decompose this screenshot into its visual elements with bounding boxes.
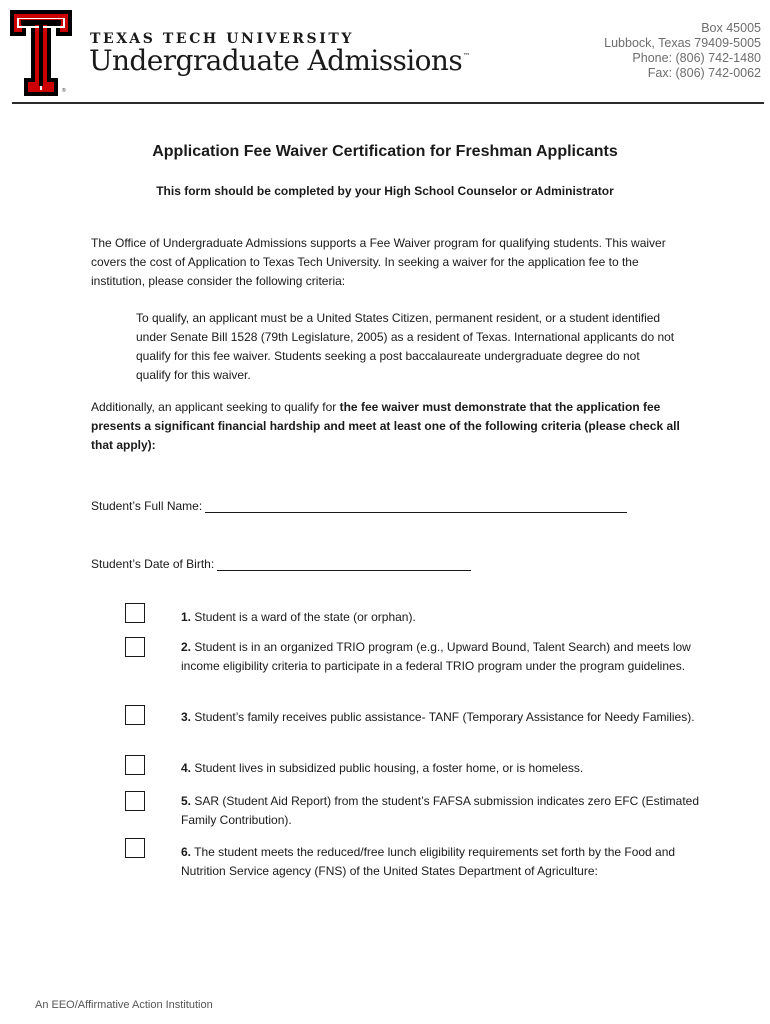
criterion-2-checkbox[interactable] (125, 637, 145, 657)
double-t-logo (10, 10, 72, 96)
criterion-3-checkbox[interactable] (125, 705, 145, 725)
criterion-1: 1. Student is a ward of the state (or orphan). (181, 610, 416, 624)
date-of-birth-input-line[interactable] (217, 558, 471, 571)
university-name: TEXAS TECH UNIVERSITY (90, 31, 355, 47)
criterion-6-checkbox[interactable] (125, 838, 145, 858)
address-line: Phone: (806) 742-1480 (632, 51, 761, 65)
criterion-3: 3. Student’s family receives public assistance- TANF (Temporary Assistance for Needy Families). (181, 710, 695, 724)
date-of-birth-label: Student’s Date of Birth: (91, 557, 215, 571)
criterion-1-checkbox[interactable] (125, 603, 145, 623)
address-line: Lubbock, Texas 79409-5005 (604, 36, 761, 50)
eeo-statement: An EEO/Affirmative Action Institution (35, 999, 213, 1011)
date-of-birth-field (91, 557, 471, 571)
address-line: Fax: (806) 742-0062 (647, 66, 761, 80)
qualification-paragraph: To qualify, an applicant must be a United States Citizen, permanent resident, or a student identified under Senate Bill 1528 (79th Legislature, 2005) as a resident of Texas. International applicants do not qualify for this fee waiver. Students seeking a post baccalaureate undergraduate degree do not qualify for this waiver. (136, 311, 675, 382)
form-title: Application Fee Waiver Certification for Freshman Applicants (152, 143, 618, 160)
department-name: Undergraduate Admissions™ (89, 44, 471, 77)
additional-criteria-paragraph: Additionally, an applicant seeking to qualify for the fee waiver must demonstrate that the application fee presents a significant financial hardship and meet at least one of the following criteria (please check all that apply): (91, 400, 680, 452)
criterion-2: 2. Student is in an organized TRIO program (e.g., Upward Bound, Talent Search) and meets low income eligibility criteria to participate in a federal TRIO program under the program guidelines. (181, 640, 691, 673)
full-name-label: Student’s Full Name: (91, 499, 203, 513)
letterhead (0, 0, 770, 110)
criterion-5: 5. SAR (Student Aid Report) from the student’s FAFSA submission indicates zero EFC (Estimated Family Contribution). (181, 794, 700, 827)
criterion-5-checkbox[interactable] (125, 791, 145, 811)
header-divider (12, 102, 764, 104)
intro-paragraph: The Office of Undergraduate Admissions supports a Fee Waiver program for qualifying students. This waiver covers the cost of Application to Texas Tech University. In seeking a waiver for the application fee to the institution, please consider the following criteria: (91, 236, 666, 288)
contact-address (604, 21, 761, 81)
criterion-4: 4. Student lives in subsidized public housing, a foster home, or is homeless. (181, 761, 584, 775)
address-line: Box 45005 (701, 21, 761, 35)
criterion-4-checkbox[interactable] (125, 755, 145, 775)
registered-mark: ® (62, 88, 66, 94)
form-subtitle: This form should be completed by your High School Counselor or Administrator (156, 184, 614, 198)
criterion-6: 6. The student meets the reduced/free lunch eligibility requirements set forth by the Food and Nutrition Service agency (FNS) of the United States Department of Agriculture: (181, 845, 676, 878)
full-name-input-line[interactable] (205, 500, 627, 513)
full-name-field (91, 499, 627, 513)
trademark-mark: ™ (463, 52, 471, 60)
